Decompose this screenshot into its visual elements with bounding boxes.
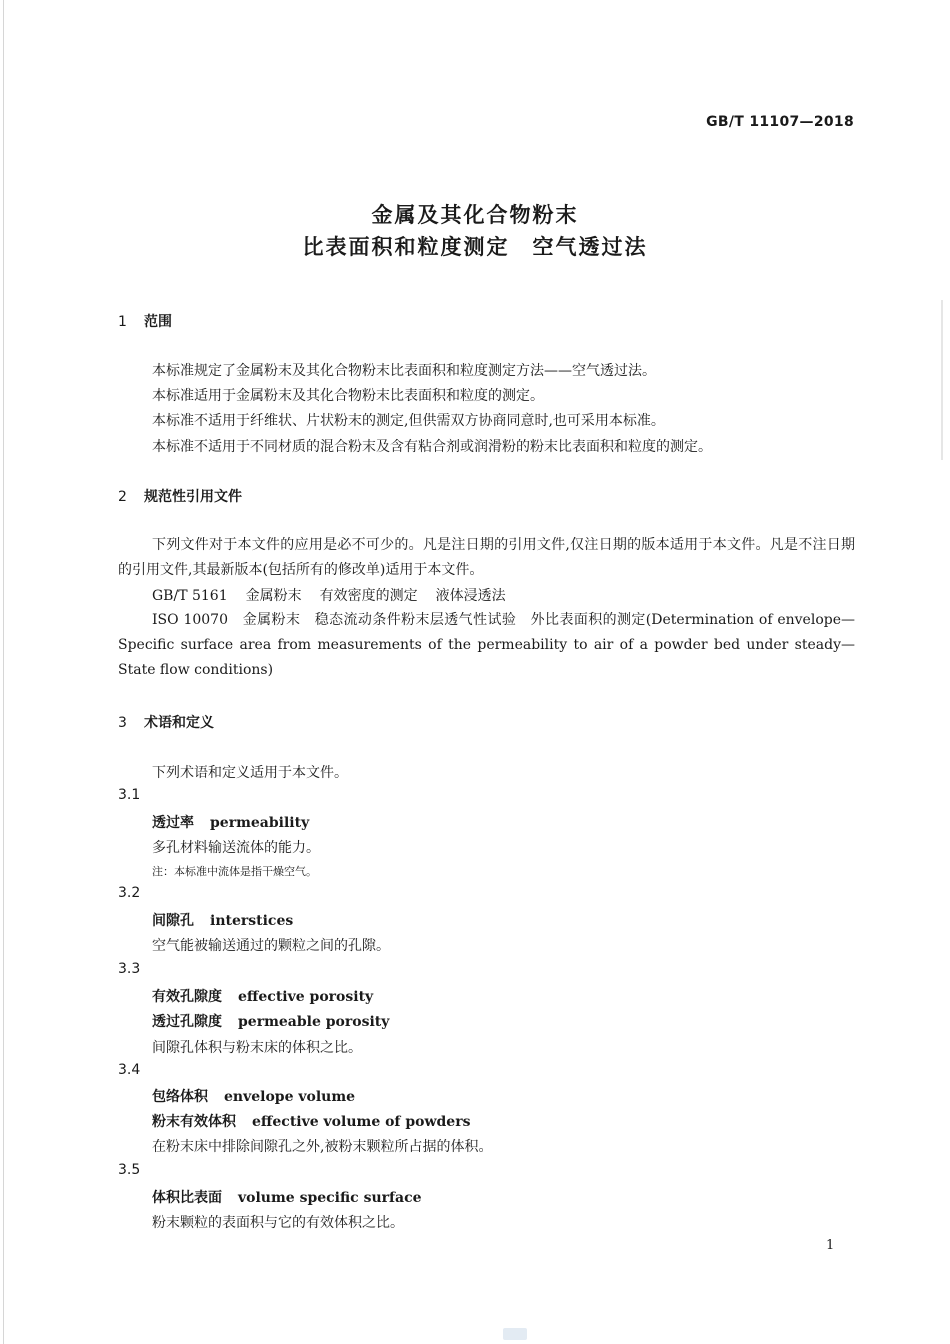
- term-zh: 有效孔隙度: [152, 989, 222, 1005]
- term-en: permeability: [210, 815, 310, 831]
- term-en: permeable porosity: [238, 1014, 390, 1030]
- section-number: 2: [118, 489, 127, 505]
- term-entry: [152, 986, 373, 1006]
- section-title: 术语和定义: [144, 715, 214, 731]
- reference-code: GB/T 5161: [152, 588, 228, 604]
- term-entry: [152, 1111, 470, 1131]
- scope-paragraph: 本标准不适用于纤维状、片状粉末的测定,但供需双方协商同意时,也可采用本标准。: [152, 413, 665, 429]
- section-number: 1: [118, 314, 127, 330]
- reference-gbt-5161: [152, 585, 506, 605]
- section-title: 范围: [144, 314, 172, 330]
- term-definition: 在粉末床中排除间隙孔之外,被粉末颗粒所占据的体积。: [152, 1139, 493, 1155]
- scan-artifact: [503, 1328, 527, 1340]
- page-number: 1: [826, 1238, 835, 1253]
- term-zh: 间隙孔: [152, 913, 194, 929]
- term-en: envelope volume: [224, 1089, 356, 1105]
- document-title-line-1: 金属及其化合物粉末: [371, 203, 579, 227]
- scope-paragraph: 本标准规定了金属粉末及其化合物粉末比表面积和粒度测定方法——空气透过法。: [152, 363, 656, 379]
- term-definition: 粉末颗粒的表面积与它的有效体积之比。: [152, 1215, 404, 1231]
- term-en: effective porosity: [238, 989, 374, 1005]
- clause-number: 3.1: [118, 787, 141, 803]
- term-zh: 透过孔隙度: [152, 1014, 222, 1030]
- page-edge-shadow: [941, 300, 943, 460]
- standard-code: GB/T 11107—2018: [706, 114, 854, 130]
- term-definition: 空气能被输送通过的颗粒之间的孔隙。: [152, 938, 390, 954]
- term-note: 注：本标准中流体是指干燥空气。: [152, 865, 317, 878]
- term-definition: 多孔材料输送流体的能力。: [152, 840, 320, 856]
- term-entry: [152, 1086, 355, 1106]
- term-entry: [152, 812, 309, 832]
- section-title: 规范性引用文件: [144, 489, 242, 505]
- scope-paragraph: 本标准不适用于不同材质的混合粉末及含有粘合剂或润滑粉的粉末比表面积和粒度的测定。: [152, 439, 712, 455]
- term-zh: 透过率: [152, 815, 194, 831]
- section-2-heading: [118, 486, 242, 506]
- section-1-heading: [118, 311, 172, 331]
- reference-title-part: 有效密度的测定: [319, 588, 418, 604]
- reference-title-part: 金属粉末: [245, 588, 302, 604]
- section-3-heading: [118, 712, 214, 732]
- section-number: 3: [118, 715, 127, 731]
- clause-number: 3.5: [118, 1162, 141, 1178]
- reference-iso-10070: ISO 10070 金属粉末 稳态流动条件粉末层透气性试验 外比表面积的测定(Determination of envelope—Specific surface area from measurements of the permeability to air of a powder bed under steady—State flow conditions): [118, 612, 855, 678]
- term-definition: 间隙孔体积与粉末床的体积之比。: [152, 1040, 362, 1056]
- term-entry: [152, 1011, 389, 1031]
- term-zh: 粉末有效体积: [152, 1114, 236, 1130]
- clause-number: 3.4: [118, 1062, 141, 1078]
- scope-paragraph: 本标准适用于金属粉末及其化合物粉末比表面积和粒度的测定。: [152, 388, 544, 404]
- term-zh: 体积比表面: [152, 1190, 222, 1206]
- document-title-line-2: 比表面积和粒度测定 空气透过法: [302, 235, 648, 259]
- terms-intro: 下列术语和定义适用于本文件。: [152, 765, 348, 781]
- term-en: volume specific surface: [238, 1190, 422, 1206]
- term-en: effective volume of powders: [252, 1114, 471, 1130]
- term-entry: [152, 1187, 422, 1207]
- clause-number: 3.3: [118, 961, 141, 977]
- clause-number: 3.2: [118, 885, 141, 901]
- term-zh: 包络体积: [152, 1089, 208, 1105]
- term-en: interstices: [210, 913, 294, 929]
- reference-title-part: 液体浸透法: [435, 588, 506, 604]
- references-intro: 下列文件对于本文件的应用是必不可少的。凡是注日期的引用文件,仅注日期的版本适用于本文件。凡是不注日期的引用文件,其最新版本(包括所有的修改单)适用于本文件。: [118, 537, 855, 578]
- term-entry: [152, 910, 293, 930]
